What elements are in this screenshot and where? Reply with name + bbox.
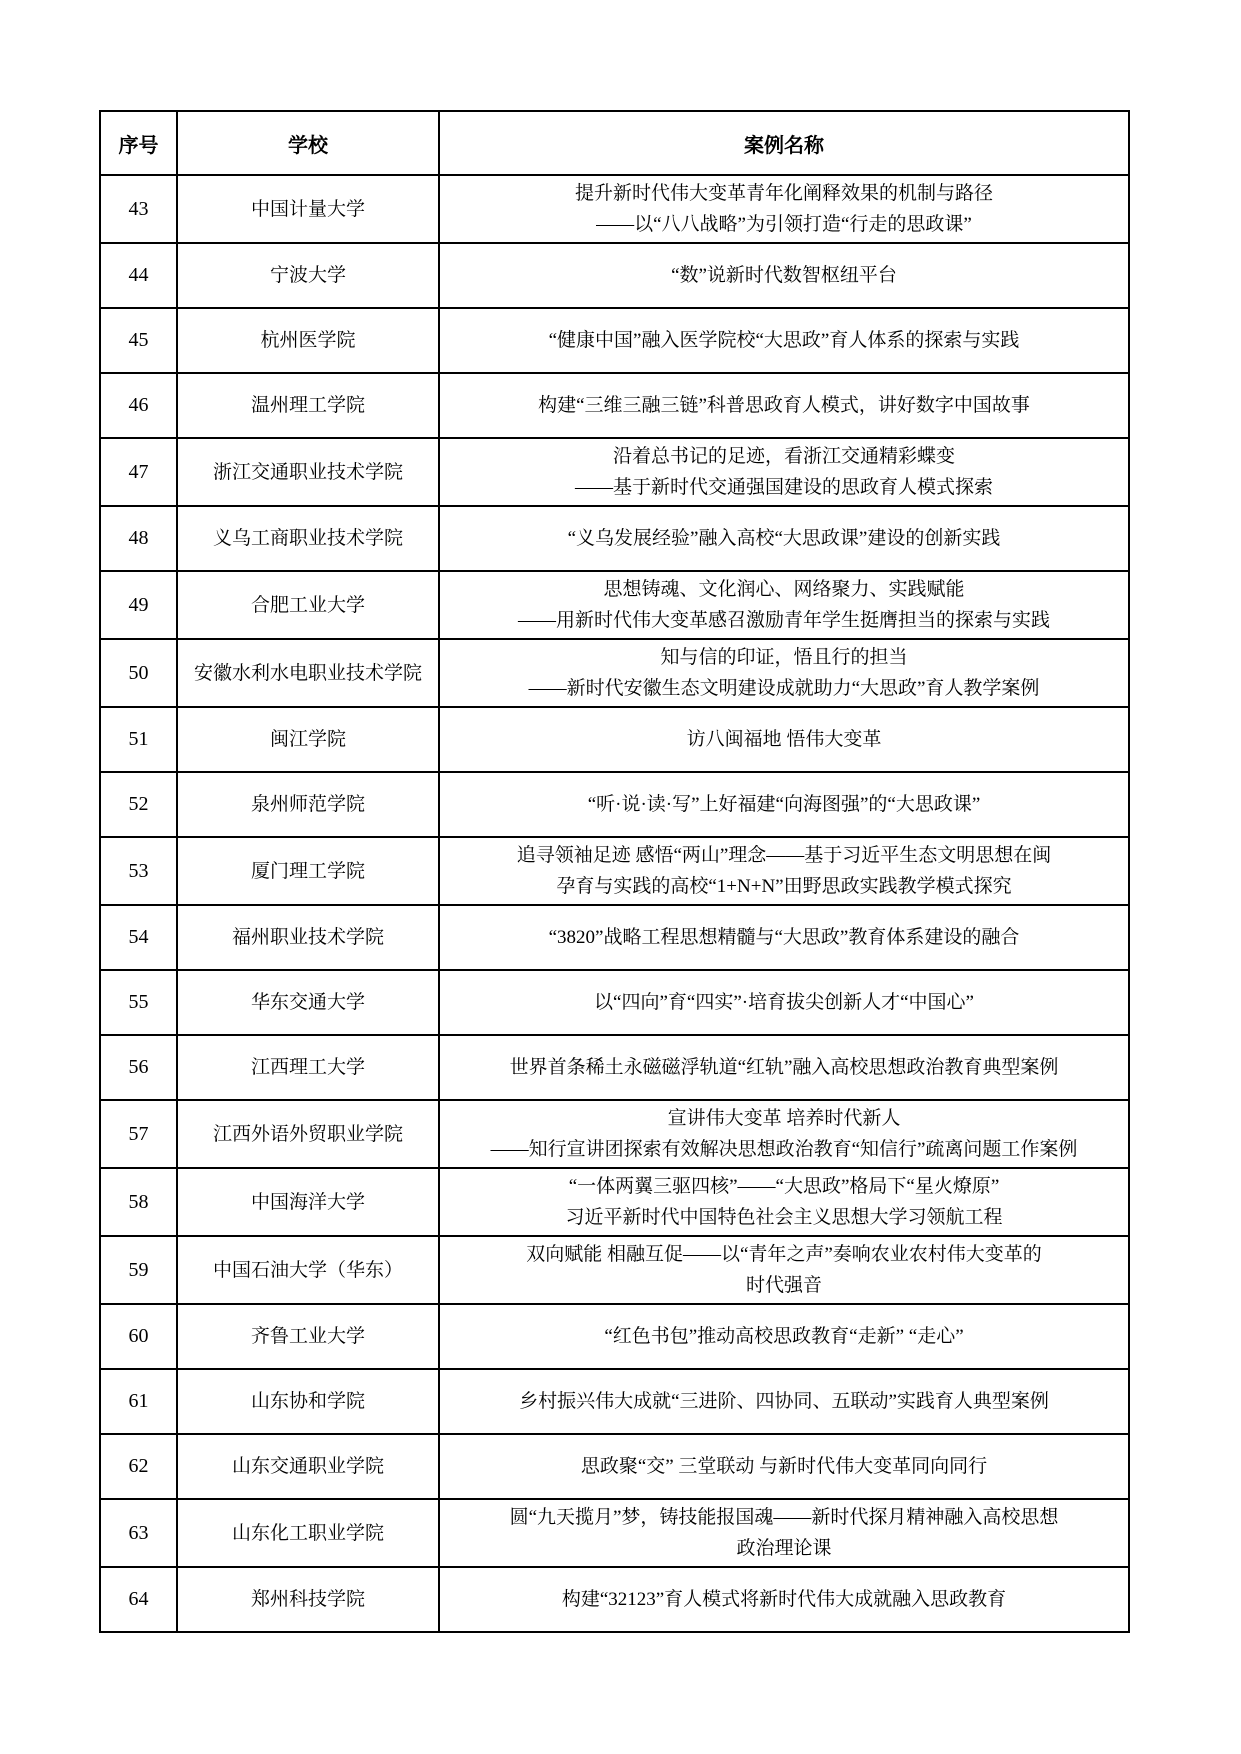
case-name-line: 双向赋能 相融互促——以“青年之声”奏响农业农村伟大变革的 [526, 1244, 1042, 1265]
school-name: 中国石油大学（华东） [177, 1236, 439, 1304]
case-name-line: 访八闽福地 悟伟大变革 [686, 729, 882, 750]
school-name: 安徽水利水电职业技术学院 [177, 639, 439, 707]
table-row [100, 438, 1129, 506]
case-name [439, 1434, 1129, 1499]
school-name: 泉州师范学院 [177, 772, 439, 837]
case-name-line: “数”说新时代数智枢纽平台 [671, 265, 897, 286]
case-name-line: 构建“三维三融三链”科普思政育人模式，讲好数字中国故事 [538, 395, 1030, 416]
school-name: 中国海洋大学 [177, 1168, 439, 1236]
case-name-line: “3820”战略工程思想精髓与“大思政”教育体系建设的融合 [548, 927, 1020, 948]
table-row [100, 639, 1129, 707]
case-name [439, 373, 1129, 438]
row-number: 44 [100, 243, 177, 308]
table-row [100, 373, 1129, 438]
table-row [100, 1168, 1129, 1236]
case-name [439, 837, 1129, 905]
school-name: 江西外语外贸职业学院 [177, 1100, 439, 1168]
row-number: 58 [100, 1168, 177, 1236]
case-name [439, 1035, 1129, 1100]
table-row [100, 970, 1129, 1035]
case-name-line: 宣讲伟大变革 培养时代新人 [667, 1108, 901, 1129]
case-name [439, 772, 1129, 837]
row-number: 52 [100, 772, 177, 837]
case-name-line: ——知行宣讲团探索有效解决思想政治教育“知信行”疏离问题工作案例 [490, 1139, 1078, 1160]
case-name-line: 圆“九天揽月”梦，铸技能报国魂——新时代探月精神融入高校思想 [509, 1507, 1059, 1528]
table-row [100, 1100, 1129, 1168]
school-name: 宁波大学 [177, 243, 439, 308]
school-name: 山东交通职业学院 [177, 1434, 439, 1499]
header-case: 案例名称 [439, 111, 1129, 175]
table-row [100, 506, 1129, 571]
school-name: 江西理工大学 [177, 1035, 439, 1100]
row-number: 56 [100, 1035, 177, 1100]
case-name-line: 乡村振兴伟大成就“三进阶、四协同、五联动”实践育人典型案例 [519, 1391, 1049, 1412]
case-name-line: 世界首条稀土永磁磁浮轨道“红轨”融入高校思想政治教育典型案例 [509, 1057, 1059, 1078]
school-name: 杭州医学院 [177, 308, 439, 373]
table-row [100, 243, 1129, 308]
case-name-line: 时代强音 [745, 1275, 822, 1296]
table-row [100, 1499, 1129, 1567]
school-name: 温州理工学院 [177, 373, 439, 438]
school-name: 浙江交通职业技术学院 [177, 438, 439, 506]
case-name-line: “红色书包”推动高校思政教育“走新” “走心” [604, 1326, 964, 1347]
case-name [439, 1499, 1129, 1567]
table-row [100, 1035, 1129, 1100]
case-name [439, 1236, 1129, 1304]
case-name [439, 905, 1129, 970]
case-name-line: 知与信的印证，悟且行的担当 [660, 647, 908, 668]
case-name [439, 970, 1129, 1035]
row-number: 55 [100, 970, 177, 1035]
case-name [439, 1168, 1129, 1236]
table-row [100, 1567, 1129, 1632]
case-name-line: 政治理论课 [736, 1538, 832, 1559]
case-name [439, 1100, 1129, 1168]
header-no: 序号 [100, 111, 177, 175]
row-number: 62 [100, 1434, 177, 1499]
table-row [100, 1304, 1129, 1369]
row-number: 48 [100, 506, 177, 571]
case-name-line: 构建“32123”育人模式将新时代伟大成就融入思政教育 [561, 1589, 1007, 1610]
row-number: 45 [100, 308, 177, 373]
case-name [439, 506, 1129, 571]
table-row [100, 1236, 1129, 1304]
case-name-line: 思想铸魂、文化润心、网络聚力、实践赋能 [603, 579, 965, 600]
row-number: 64 [100, 1567, 177, 1632]
school-name: 厦门理工学院 [177, 837, 439, 905]
case-name [439, 571, 1129, 639]
case-name [439, 707, 1129, 772]
case-name-line: 沿着总书记的足迹，看浙江交通精彩蝶变 [612, 446, 955, 467]
row-number: 61 [100, 1369, 177, 1434]
row-number: 50 [100, 639, 177, 707]
row-number: 60 [100, 1304, 177, 1369]
row-number: 47 [100, 438, 177, 506]
table-body [100, 175, 1129, 1632]
row-number: 51 [100, 707, 177, 772]
row-number: 53 [100, 837, 177, 905]
case-name [439, 1369, 1129, 1434]
case-name-line: ——用新时代伟大变革感召激励青年学生挺膺担当的探索与实践 [517, 610, 1050, 631]
table-row [100, 837, 1129, 905]
case-name-line: “听·说·读·写”上好福建“向海图强”的“大思政课” [587, 794, 981, 815]
row-number: 63 [100, 1499, 177, 1567]
case-name [439, 1567, 1129, 1632]
case-name [439, 243, 1129, 308]
school-name: 山东协和学院 [177, 1369, 439, 1434]
case-name-line: 追寻领袖足迹 感悟“两山”理念——基于习近平生态文明思想在闽 [516, 845, 1052, 866]
table-row [100, 175, 1129, 243]
case-name-line: 习近平新时代中国特色社会主义思想大学习领航工程 [565, 1207, 1003, 1228]
case-name [439, 175, 1129, 243]
case-name-line: 以“四向”育“四实”·培育拔尖创新人才“中国心” [594, 992, 974, 1013]
school-name: 山东化工职业学院 [177, 1499, 439, 1567]
school-name: 福州职业技术学院 [177, 905, 439, 970]
row-number: 59 [100, 1236, 177, 1304]
case-name-line: “健康中国”融入医学院校“大思政”育人体系的探索与实践 [548, 330, 1020, 351]
table-row [100, 571, 1129, 639]
case-name-line: ——基于新时代交通强国建设的思政育人模式探索 [574, 477, 993, 498]
table-row [100, 308, 1129, 373]
case-name [439, 438, 1129, 506]
case-name-line: “义乌发展经验”融入高校“大思政课”建设的创新实践 [567, 528, 1001, 549]
row-number: 57 [100, 1100, 177, 1168]
school-name: 闽江学院 [177, 707, 439, 772]
case-name [439, 639, 1129, 707]
table-row [100, 1434, 1129, 1499]
case-name-line: 孕育与实践的高校“1+N+N”田野思政实践教学模式探究 [556, 876, 1012, 897]
case-table [99, 110, 1130, 1633]
case-name-line: “一体两翼三驱四核”——“大思政”格局下“星火燎原” [568, 1176, 1000, 1197]
table-row [100, 905, 1129, 970]
case-name [439, 1304, 1129, 1369]
case-name-line: ——新时代安徽生态文明建设成就助力“大思政”育人教学案例 [528, 678, 1040, 699]
row-number: 43 [100, 175, 177, 243]
school-name: 中国计量大学 [177, 175, 439, 243]
table-row [100, 772, 1129, 837]
header-school: 学校 [177, 111, 439, 175]
table-row [100, 1369, 1129, 1434]
school-name: 郑州科技学院 [177, 1567, 439, 1632]
case-name-line: ——以“八八战略”为引领打造“行走的思政课” [596, 214, 972, 235]
row-number: 54 [100, 905, 177, 970]
school-name: 齐鲁工业大学 [177, 1304, 439, 1369]
row-number: 49 [100, 571, 177, 639]
table-header-row [100, 111, 1129, 175]
school-name: 合肥工业大学 [177, 571, 439, 639]
school-name: 华东交通大学 [177, 970, 439, 1035]
table-row [100, 707, 1129, 772]
case-name-line: 思政聚“交” 三堂联动 与新时代伟大变革同向同行 [580, 1456, 988, 1477]
row-number: 46 [100, 373, 177, 438]
school-name: 义乌工商职业技术学院 [177, 506, 439, 571]
case-name [439, 308, 1129, 373]
case-name-line: 提升新时代伟大变革青年化阐释效果的机制与路径 [574, 183, 993, 204]
